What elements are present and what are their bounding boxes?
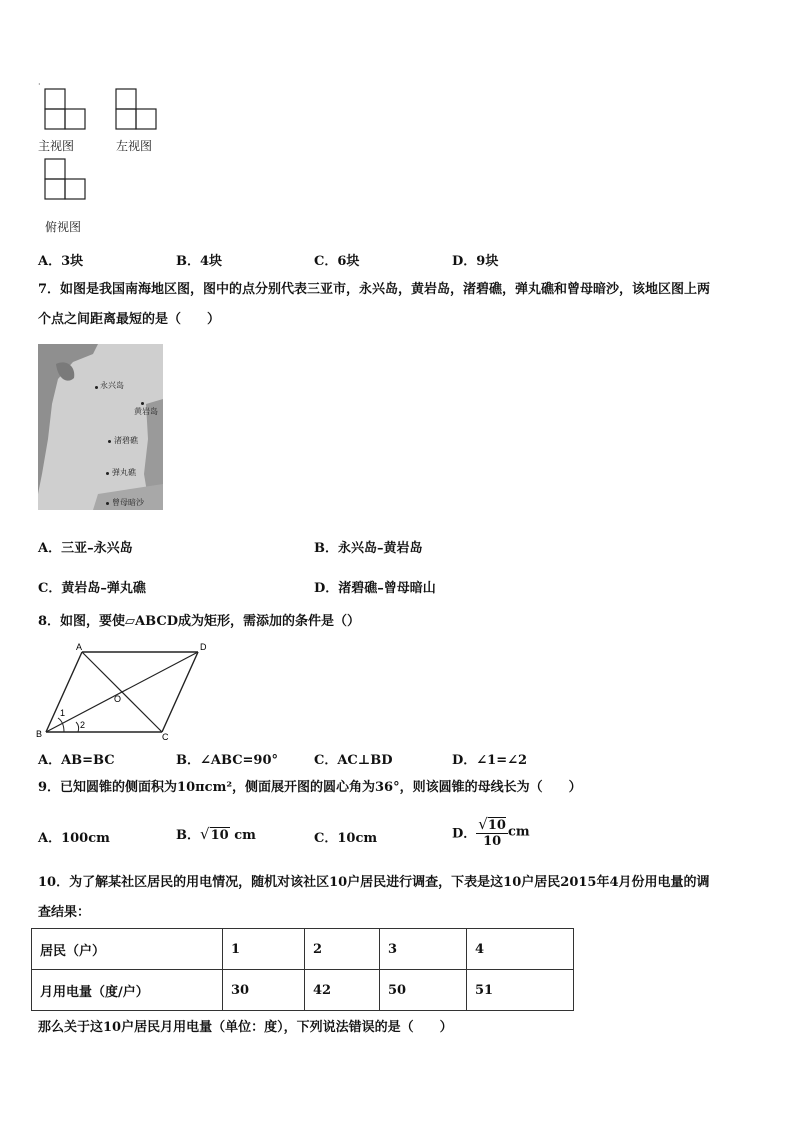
table-cell: 42: [305, 970, 380, 1011]
vertex-a-label: A: [76, 642, 83, 652]
sqrt-icon: √: [200, 825, 210, 843]
q7-option-b[interactable]: B．永兴岛–黄岩岛: [314, 541, 423, 556]
q8-question: 8．如图，要使▱ABCD成为矩形，需添加的条件是（）: [38, 614, 360, 629]
table-cell: 4: [467, 929, 574, 970]
q10-question-after: 那么关于这10户居民月用电量（单位：度），下列说法错误的是（ ）: [38, 1020, 453, 1035]
q7-option-a[interactable]: A．三亚–永兴岛: [38, 541, 133, 556]
left-view-figure: [115, 88, 159, 130]
q7-option-d[interactable]: D．渚碧礁–曾母暗山: [314, 581, 436, 596]
table-cell: 3: [380, 929, 467, 970]
top-view-figure: [44, 158, 88, 200]
q9-option-d-radicand: 10: [487, 818, 506, 833]
q7-question-line2: 个点之间距离最短的是（ ）: [38, 312, 221, 327]
q9-option-d-unit: cm: [507, 824, 530, 840]
vertex-c-label: C: [162, 732, 169, 740]
map-point-huangyan: [141, 402, 144, 405]
center-o-label: O: [114, 694, 122, 704]
map-label-danwan: 弹丸礁: [112, 468, 136, 477]
q9-option-b-unit: cm: [234, 828, 256, 843]
table-cell: 50: [380, 970, 467, 1011]
table-header-cell: 月用电量（度/户）: [32, 970, 223, 1011]
map-point-zengmu: [106, 502, 109, 505]
q6-option-a[interactable]: A．3块: [38, 254, 84, 269]
left-view-label: 左视图: [116, 139, 153, 153]
q9-option-a[interactable]: A．100cm: [38, 831, 110, 846]
q9-option-d[interactable]: [452, 815, 530, 849]
table-cell: 2: [305, 929, 380, 970]
q7-option-c[interactable]: C．黄岩岛–弹丸礁: [38, 581, 146, 596]
q7-question-line1: 7．如图是我国南海地区图，图中的点分别代表三亚市，永兴岛，黄岩岛，渚碧礁，弹丸礁和曾母暗沙，该地区图上两: [38, 282, 711, 297]
map-point-danwan: [106, 472, 109, 475]
q6-option-d[interactable]: D．9块: [452, 254, 499, 269]
q9-question: 9．已知圆锥的侧面积为10πcm²，侧面展开图的圆心角为36°，则该圆锥的母线长为（ ）: [38, 780, 582, 795]
q6-option-c[interactable]: C．6块: [314, 254, 360, 269]
vertex-b-label: B: [36, 729, 43, 739]
table-cell: 51: [467, 970, 574, 1011]
q9-option-d-denominator: 10: [483, 834, 502, 849]
q8-option-d[interactable]: D．∠1=∠2: [452, 753, 528, 768]
q6-option-b[interactable]: B．4块: [176, 254, 223, 269]
table-header-cell: 居民（户）: [32, 929, 223, 970]
map-background: [38, 344, 163, 510]
q9-option-b-radicand: 10: [210, 828, 229, 843]
front-view-figure: [44, 88, 88, 130]
map-label-huangyan: 黄岩岛: [134, 407, 158, 416]
angle-1-label: 1: [60, 708, 66, 718]
top-view-label: 俯视图: [45, 220, 82, 234]
map-label-zhubi: 渚碧礁: [114, 436, 138, 445]
vertex-d-label: D: [200, 642, 207, 652]
sqrt-icon: √: [478, 815, 488, 833]
front-view-label: 主视图: [38, 139, 75, 153]
electricity-table: [31, 928, 574, 1011]
map-label-yongxing: 永兴岛: [100, 381, 124, 390]
table-row: [32, 970, 574, 1011]
q8-option-b[interactable]: B．∠ABC=90°: [176, 753, 279, 768]
q10-question-line1: 10．为了解某社区居民的用电情况，随机对该社区10户居民进行调查，下表是这10户居民2015年4月份用电量的调: [38, 875, 710, 890]
angle-2-label: 2: [80, 720, 86, 730]
q8-option-c[interactable]: C．AC⊥BD: [314, 753, 393, 768]
table-cell: 1: [223, 929, 305, 970]
q10-question-line2: 查结果：: [38, 905, 91, 920]
map-point-yongxing: [95, 386, 98, 389]
q9-option-b-prefix: B．: [176, 828, 200, 843]
south-china-sea-map: [38, 344, 163, 510]
map-label-zengmu: 曾母暗沙: [112, 498, 144, 507]
q9-option-c[interactable]: C．10cm: [314, 831, 378, 846]
q9-option-d-prefix: D．: [452, 826, 477, 842]
parallelogram-figure: [34, 640, 214, 740]
table-row: [32, 929, 574, 970]
q8-option-a[interactable]: A．AB=BC: [38, 753, 115, 768]
map-point-zhubi: [108, 440, 111, 443]
table-cell: 30: [223, 970, 305, 1011]
q9-option-b[interactable]: [176, 824, 256, 843]
